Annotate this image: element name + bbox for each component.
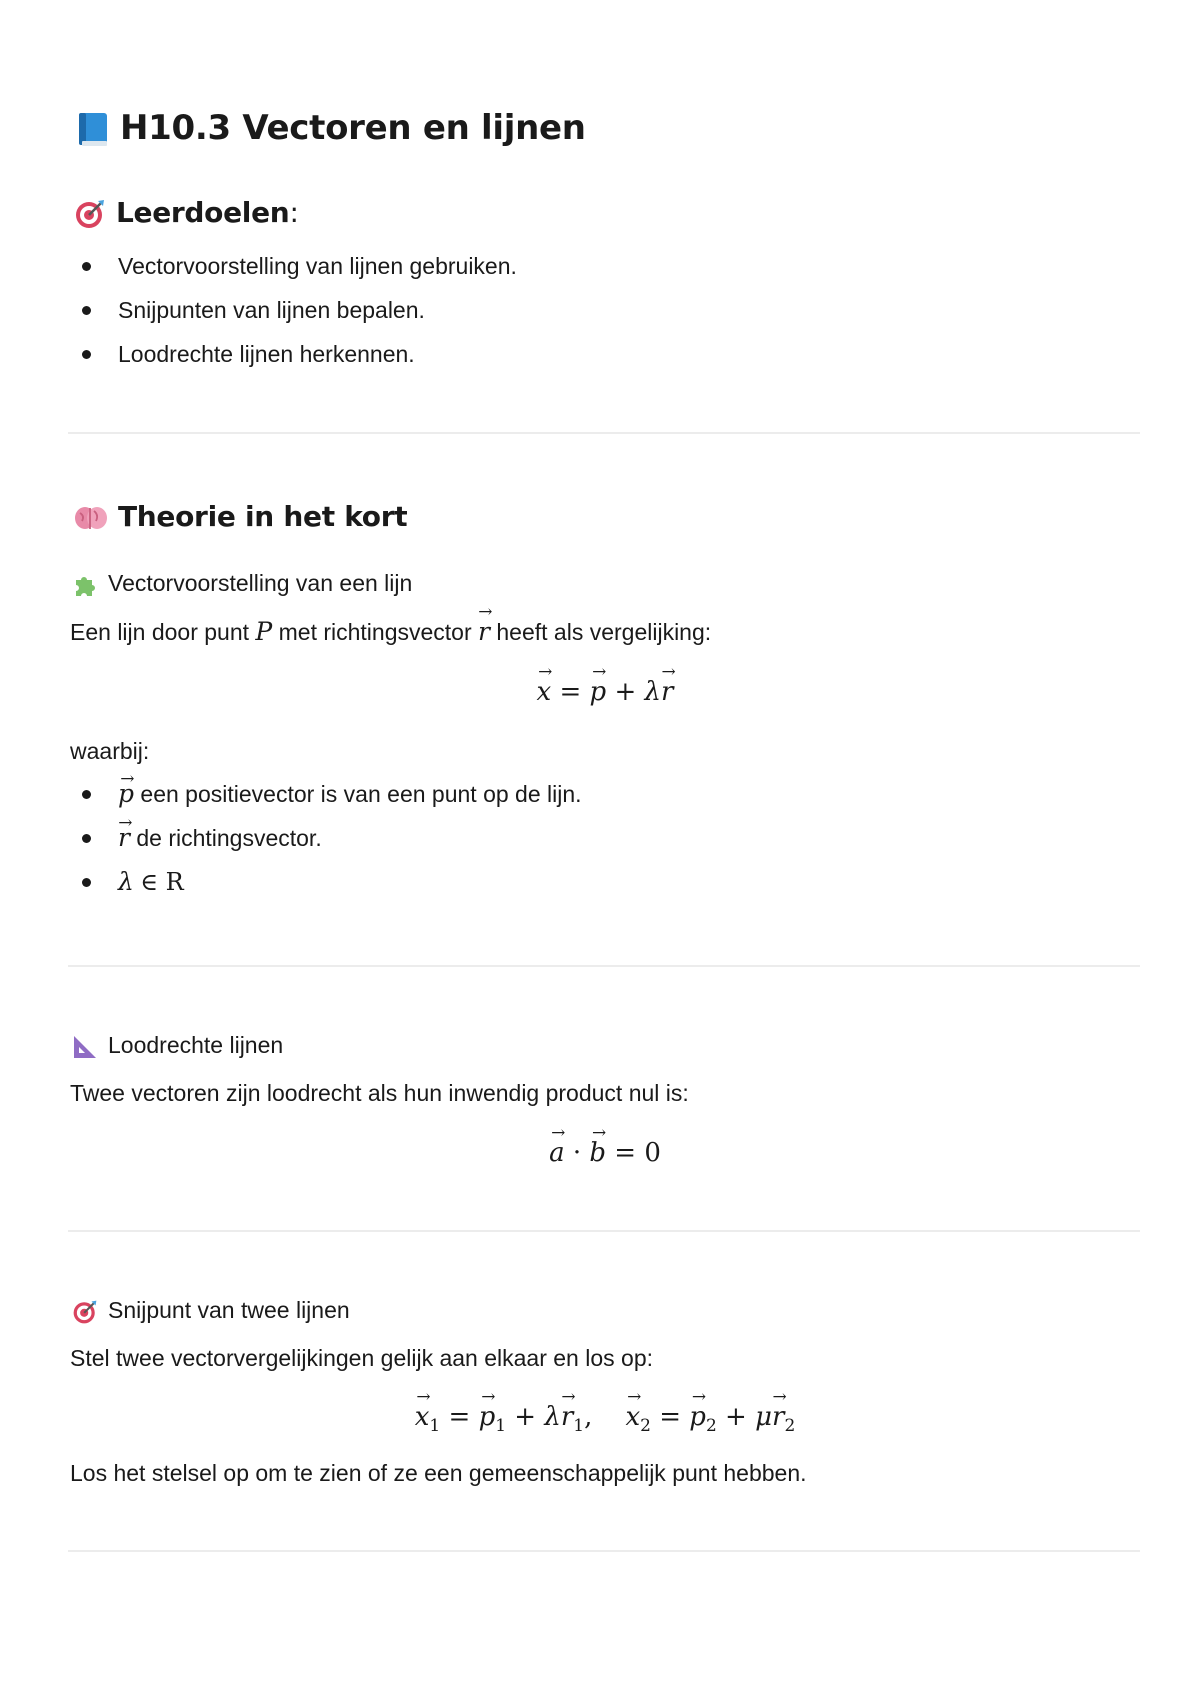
intersection-conclusion: Los het stelsel op om te zien of ze een gemeenschappelijk punt hebben. (70, 1460, 807, 1486)
intro-text-c: heeft als vergelijking: (496, 619, 712, 645)
page-title-text: H10.3 Vectoren en lijnen (120, 108, 586, 148)
goals-heading-colon: : (289, 196, 299, 229)
vector-symbol: p → (118, 778, 134, 810)
system-equation: $x \to_1 = p \to_1 + \lambda r \to_1$, $x \to_2 = p \to_2 + \mu r \to_2$ (70, 1402, 1140, 1436)
item-text: een positievector is van een punt op de lijn. (140, 781, 582, 807)
bullet-dot (82, 306, 91, 315)
vector-rep-intro (70, 617, 711, 646)
divider (68, 1550, 1140, 1552)
goals-list (70, 250, 517, 382)
bullet-dot (82, 834, 91, 843)
triangle-ruler-icon (72, 1034, 98, 1060)
theory-heading (74, 500, 407, 533)
bullet-dot (82, 262, 91, 271)
list-item (70, 822, 582, 866)
theory-heading-text: Theorie in het kort (118, 500, 408, 533)
intersection-heading (72, 1297, 350, 1325)
lambda-symbol: λ (118, 867, 134, 896)
goals-heading-text: Leerdoelen (116, 196, 290, 229)
brain-icon (74, 503, 108, 533)
puzzle-icon (72, 572, 98, 598)
target-icon (74, 198, 106, 230)
where-label: waarbij: (70, 738, 150, 764)
vector-symbol: r → (118, 822, 130, 854)
line-equation: x → = p → + λr → (70, 677, 1140, 707)
dot-product-equation: a → · b → = 0 (70, 1138, 1140, 1168)
item-text: ∈ R (140, 868, 184, 896)
intersection-text: Stel twee vectorvergelijkingen gelijk aan elkaar en los op: (70, 1345, 653, 1371)
point-variable: P (255, 617, 273, 646)
vector-rep-heading (72, 570, 412, 598)
intro-text-b: met richtingsvector (278, 619, 472, 645)
vector-rep-heading-text: Vectorvoorstelling van een lijn (108, 570, 413, 596)
perpendicular-heading-text: Loodrechte lijnen (108, 1032, 284, 1058)
list-item (70, 250, 517, 294)
bullet-dot (82, 790, 91, 799)
list-item (70, 294, 517, 338)
bullet-dot (82, 350, 91, 359)
item-text: de richtingsvector. (136, 825, 322, 851)
divider (68, 432, 1140, 434)
divider (68, 965, 1140, 967)
list-item (70, 778, 582, 822)
goal-text: Loodrechte lijnen herkennen. (118, 341, 415, 367)
intersection-heading-text: Snijpunt van twee lijnen (108, 1297, 350, 1323)
direction-vector-symbol: r → (478, 617, 490, 646)
goals-heading (74, 196, 299, 230)
divider (68, 1230, 1140, 1232)
perpendicular-text: Twee vectoren zijn loodrecht als hun inwendig product nul is: (70, 1080, 689, 1106)
perpendicular-heading (72, 1032, 283, 1060)
intro-text-a: Een lijn door punt (70, 619, 250, 645)
list-item (70, 866, 582, 910)
where-list (70, 778, 582, 910)
list-item (70, 338, 517, 382)
goal-text: Vectorvoorstelling van lijnen gebruiken. (118, 253, 517, 279)
target-icon (72, 1299, 98, 1325)
bullet-dot (82, 878, 91, 887)
page-title (76, 108, 586, 149)
goal-text: Snijpunten van lijnen bepalen. (118, 297, 425, 323)
book-icon (76, 111, 110, 149)
